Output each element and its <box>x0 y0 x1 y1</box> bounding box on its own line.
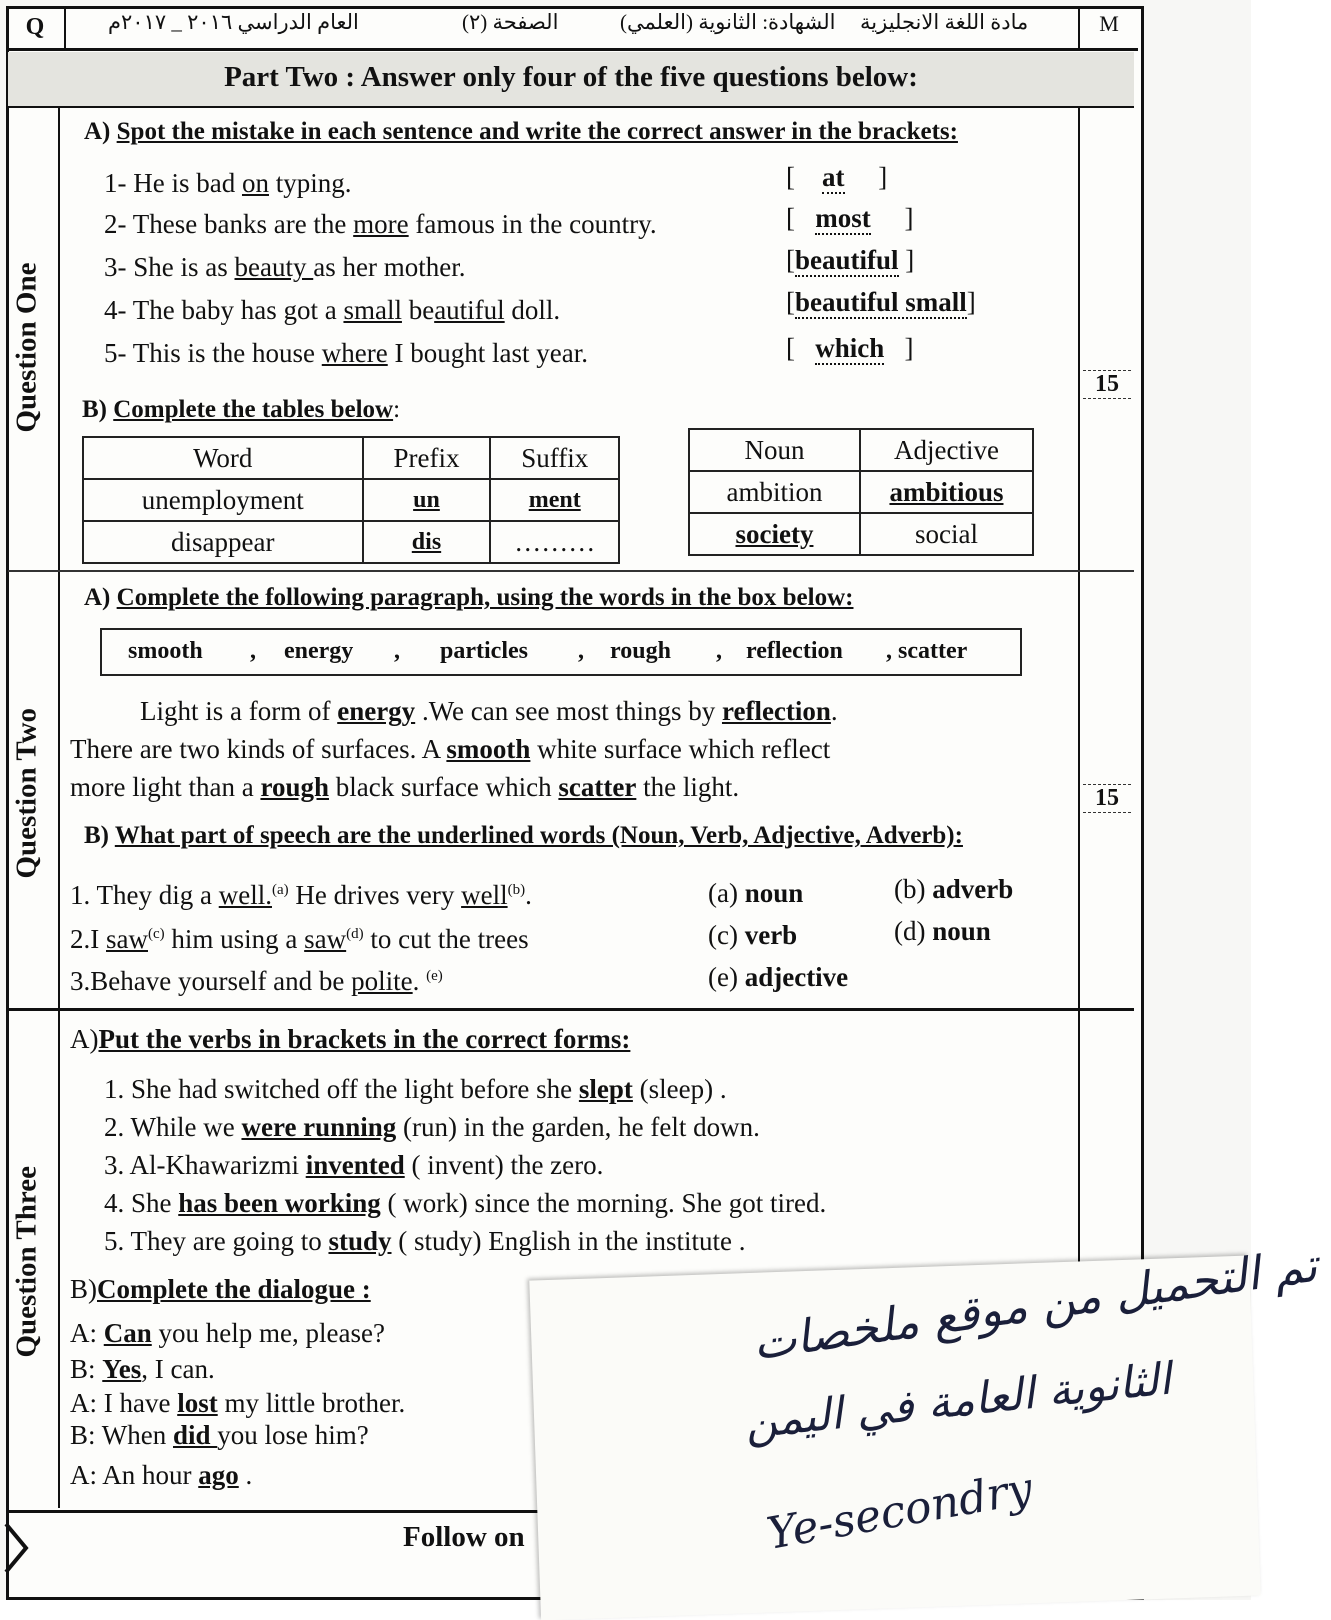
pos-sentence-3: 3.Behave yourself and be polite. $^{(e)}$ <box>70 966 443 996</box>
question-three-label: Question Three <box>10 1166 43 1358</box>
q1-item-2: 2- These banks are the more famous in the country. <box>104 209 657 239</box>
dialogue-line-4: B: When did you lose him? <box>70 1420 369 1450</box>
word-box-item: energy <box>284 638 354 664</box>
word-box-item: particles <box>440 638 528 664</box>
word-box-item: rough <box>610 638 671 664</box>
word-box-separator: , <box>578 638 584 664</box>
q2-b-prefix: B) <box>84 822 109 849</box>
word-box-separator: , <box>716 638 722 664</box>
q1-answer-5: [ which ] <box>786 333 914 363</box>
q3-item-2: 2. While we were running (run) in the garden, he felt down. <box>104 1112 760 1142</box>
word-box-item: , scatter <box>886 638 968 664</box>
certificate: الشهادة: الثانوية (العلمي) <box>620 10 836 34</box>
part-two-title: Part Two : Answer only four of the five questions below: <box>8 52 1134 108</box>
paragraph-line-1: Light is a form of energy .We can see most things by reflection. <box>140 696 838 726</box>
dialogue-line-1: A: Can you help me, please? <box>70 1318 385 1348</box>
q2-a-title <box>84 584 853 612</box>
q3-item-3: 3. Al-Khawarizmi invented ( invent) the zero. <box>104 1150 604 1180</box>
dialogue-line-3: A: I have lost my little brother. <box>70 1388 406 1418</box>
footer-bar <box>8 1510 553 1571</box>
paragraph-line-3: more light than a rough black surface which scatter the light. <box>70 772 740 802</box>
next-page-arrow-icon <box>0 1518 30 1578</box>
section-divider <box>8 570 1134 572</box>
table2-cell: society <box>689 513 860 555</box>
q1-a-title <box>84 118 958 146</box>
table1-cell: ment <box>490 479 619 521</box>
q1-answer-3: [beautiful ] <box>786 245 915 275</box>
page-number: الصفحة (٢) <box>462 10 559 34</box>
table2-header-noun: Noun <box>689 429 860 471</box>
q1-item-4: 4- The baby has got a small beautiful doll. <box>104 295 561 325</box>
q3-b-prefix: B) <box>70 1274 97 1304</box>
table1-header-prefix: Prefix <box>363 437 491 479</box>
table2-cell: ambitious <box>860 471 1033 513</box>
section-divider <box>8 1008 1134 1011</box>
q1-answer-1: [ at ] <box>786 162 888 192</box>
table1-header-suffix: Suffix <box>490 437 619 479</box>
q3-item-5: 5. They are going to study ( study) English in the institute . <box>104 1226 746 1256</box>
q2-a-instruction: Complete the following paragraph, using the words in the box below: <box>116 584 854 611</box>
pos-answer-b: (b) adverb <box>894 874 1014 904</box>
word-box-item: reflection <box>746 638 843 664</box>
dialogue-line-2: B: Yes, I can. <box>70 1354 215 1384</box>
q1-b-instruction: Complete the tables below <box>113 396 394 423</box>
pos-answer-c: (c) verb <box>708 920 798 950</box>
pos-answer-e: (e) adjective <box>708 962 849 992</box>
m-column-label: M <box>1078 6 1138 48</box>
word-box-separator: , <box>250 638 256 664</box>
q2-b-instruction: What part of speech are the underlined words (Noun, Verb, Adjective, Adverb): <box>114 822 963 849</box>
q1-item-1: 1- He is bad on typing. <box>104 168 352 198</box>
pos-answer-d: (d) noun <box>894 916 991 946</box>
table1-cell: unemployment <box>83 479 363 521</box>
word-box-item: smooth <box>128 638 203 664</box>
handwritten-note <box>529 1237 1321 1620</box>
table1-cell: disappear <box>83 521 363 563</box>
pos-sentence-2: 2.I saw$^{(c)}$ him using a saw$^{(d)}$ to cut the trees <box>70 924 529 954</box>
q1-a-instruction: Spot the mistake in each sentence and write the correct answer in the brackets: <box>116 118 958 145</box>
footer-text: Follow on <box>403 1521 525 1553</box>
word-box-separator: , <box>394 638 400 664</box>
q3-b-title <box>70 1274 371 1305</box>
table2-cell: social <box>860 513 1033 555</box>
word-box <box>100 628 1022 676</box>
q3-item-1: 1. She had switched off the light before she slept (sleep) . <box>104 1074 727 1104</box>
pos-sentence-1: 1. They dig a well.$^{(a)}$ He drives very well$^{(b)}$. <box>70 880 532 910</box>
q1-item-5: 5- This is the house where I bought last year. <box>104 338 588 368</box>
academic-year: العام الدراسي ٢٠١٦ _ ٢٠١٧م <box>108 10 359 34</box>
marks-column <box>1078 108 1138 1268</box>
q1-b-title: B) Complete the tables below: <box>82 396 401 423</box>
q2-b-title <box>84 822 963 850</box>
paragraph-line-2: There are two kinds of surfaces. A smooth white surface which reflect <box>70 734 831 764</box>
noun-adjective-table <box>688 428 1034 556</box>
table1-cell: ……… <box>490 521 619 563</box>
question-two-label: Question Two <box>10 707 43 879</box>
table2-header-adjective: Adjective <box>860 429 1033 471</box>
note-line-2: الثانوية العامة في اليمن <box>742 1353 1174 1450</box>
table1-header-word: Word <box>83 437 363 479</box>
q1-answer-2: [ most ] <box>786 203 914 233</box>
q2-a-prefix: A) <box>84 584 111 611</box>
q1-b-prefix: B) <box>82 396 107 423</box>
table2-cell: ambition <box>689 471 860 513</box>
q1-a-prefix: A) <box>84 118 111 145</box>
page-header <box>6 6 1138 51</box>
subject: مادة اللغة الانجليزية <box>860 10 1029 34</box>
q3-b-instruction: Complete the dialogue : <box>97 1274 371 1304</box>
table1-cell: un <box>363 479 491 521</box>
question-one-score: 15 <box>1083 370 1131 399</box>
question-one-label: Question One <box>10 262 43 433</box>
q1-item-3: 3- She is as beauty as her mother. <box>104 252 466 282</box>
note-line-3: Ye-secondry <box>763 1462 1037 1560</box>
q3-a-instruction: Put the verbs in brackets in the correct forms: <box>98 1024 631 1054</box>
word-prefix-suffix-table <box>82 436 620 564</box>
q3-item-4: 4. She has been working ( work) since the morning. She got tired. <box>104 1188 827 1218</box>
q-column-label: Q <box>6 6 66 48</box>
q1-answer-4: [beautiful small] <box>786 287 976 317</box>
note-line-1: تم التحميل من موقع ملخصات <box>749 1237 1321 1371</box>
question-two-score: 15 <box>1083 784 1131 813</box>
dialogue-line-5: A: An hour ago . <box>70 1460 253 1490</box>
q3-a-prefix: A) <box>70 1024 99 1054</box>
table1-cell: dis <box>363 521 491 563</box>
pos-answer-a: (a) noun <box>708 878 804 908</box>
q3-a-title <box>70 1024 630 1055</box>
